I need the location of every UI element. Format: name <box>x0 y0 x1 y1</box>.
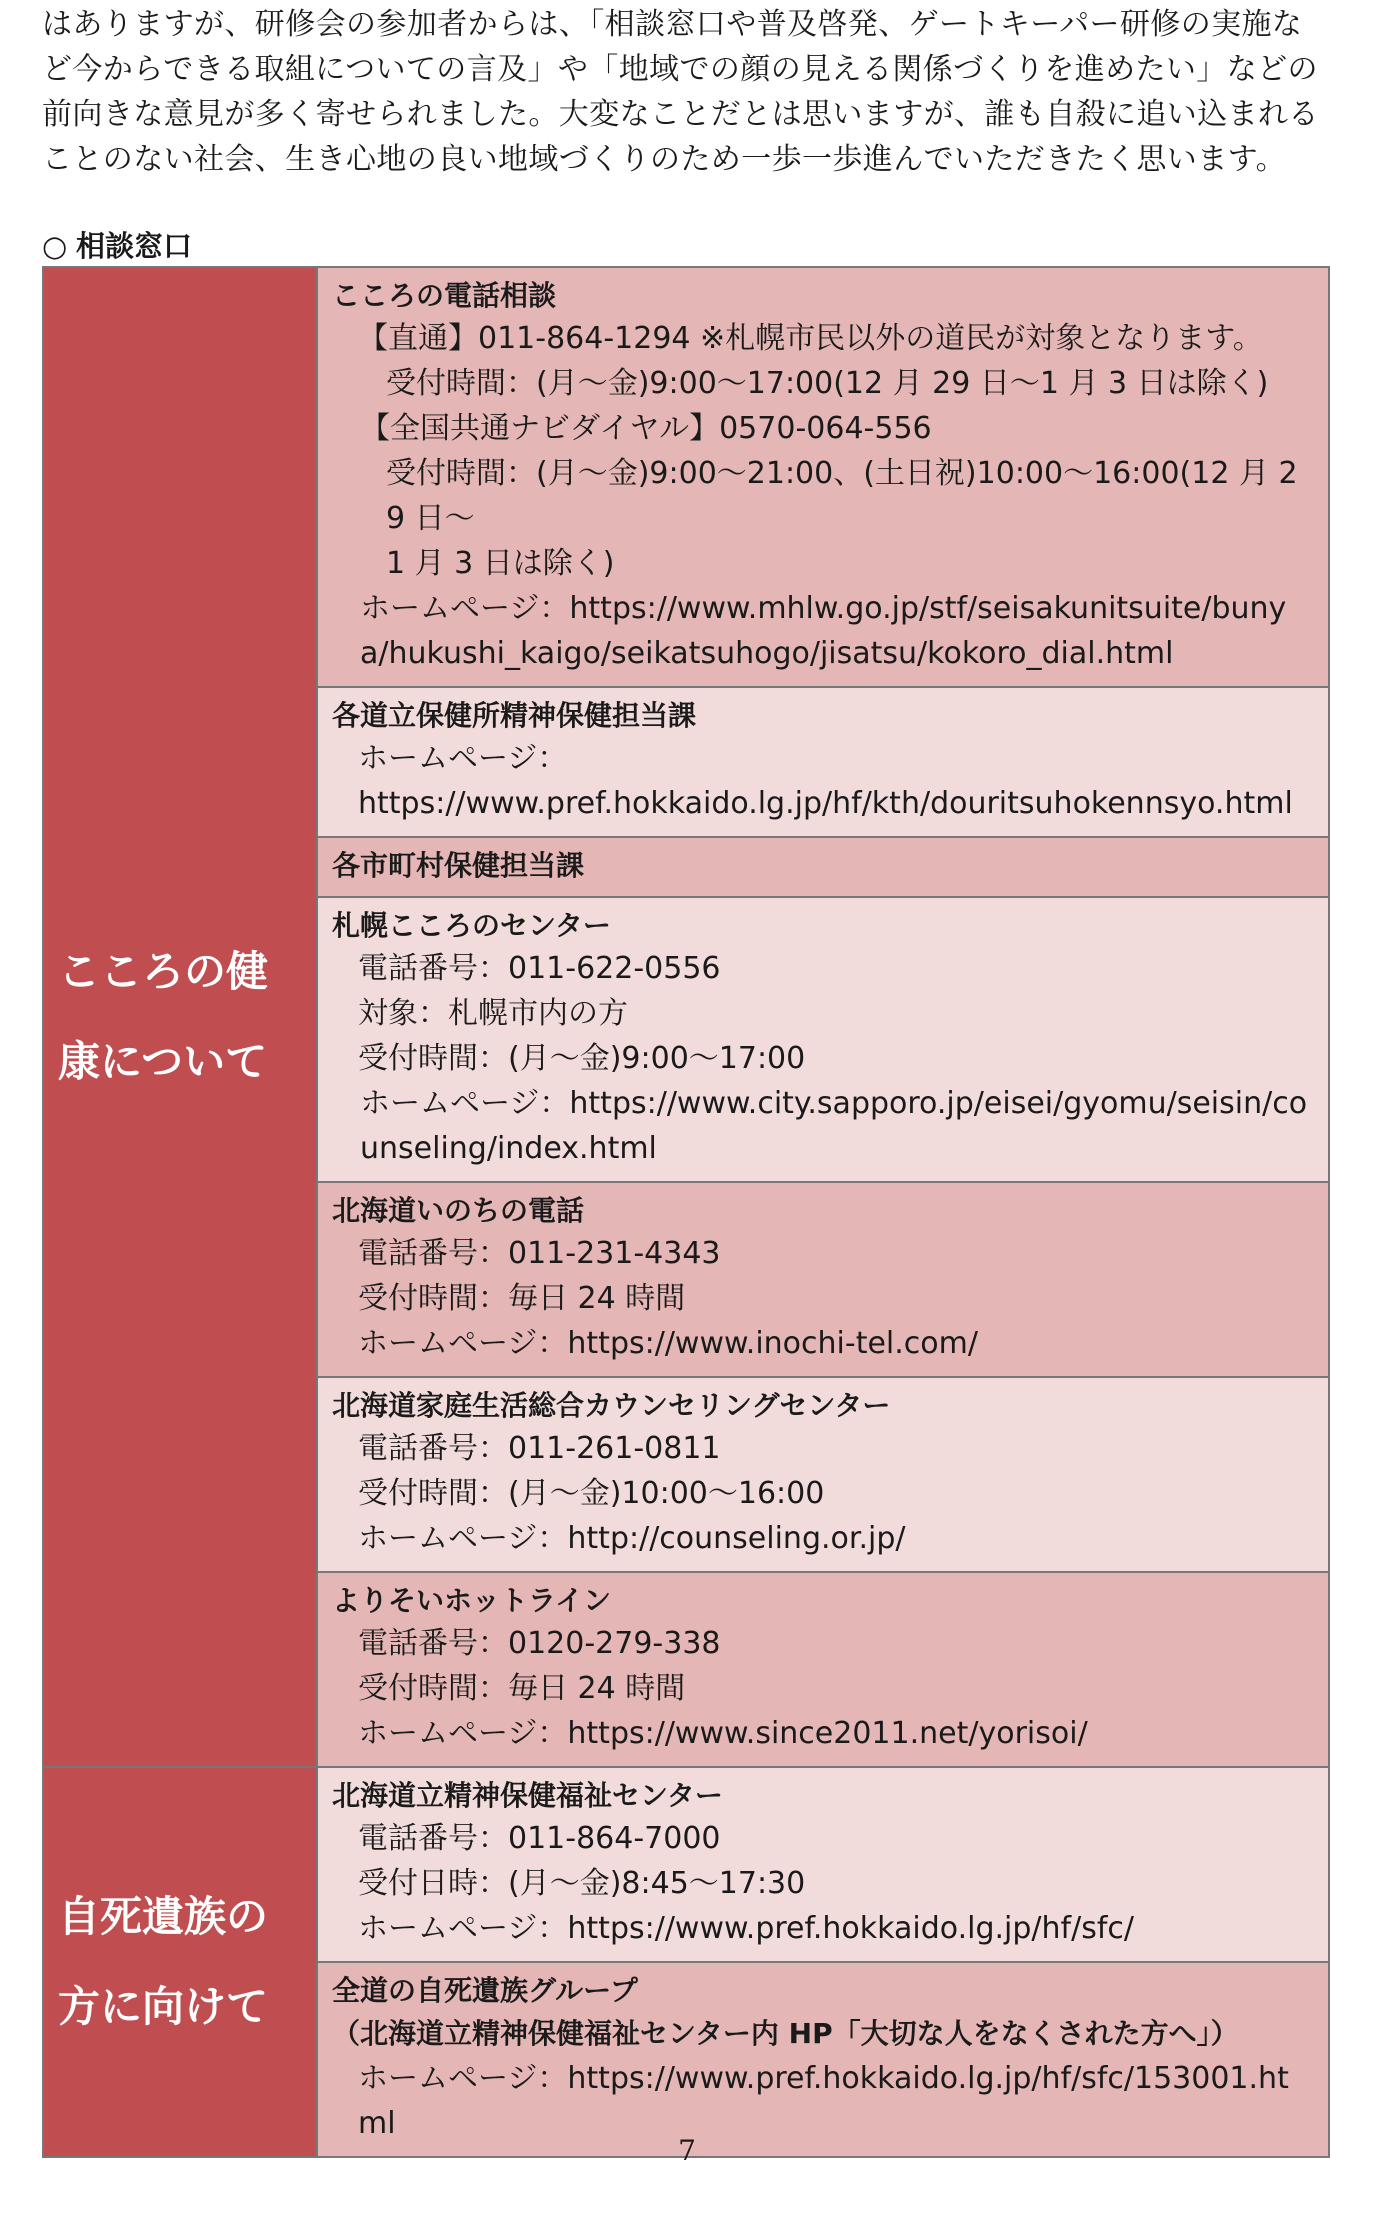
homepage-link[interactable]: ホームページ：http://counseling.or.jp/ <box>358 1521 906 1556</box>
entry-line: 受付時間：毎日 24 時間 <box>358 1671 686 1706</box>
entry-line: 受付時間：(月～金)9:00～21:00、(土日祝)10:00～16:00(12 月 29 日～ <box>386 456 1298 536</box>
entry-inochi-phone <box>317 1182 1329 1377</box>
entry-title: 全道の自死遺族グループ <box>332 1974 638 2007</box>
entry-sapporo-kokoro <box>317 897 1329 1182</box>
entry-line: 受付時間：(月～金)9:00～17:00(12 月 29 日～1 月 3 日は除く) <box>386 366 1269 401</box>
table-row <box>43 1767 1329 1962</box>
entry-line: 電話番号：011-622-0556 <box>358 951 721 986</box>
consultation-table <box>42 266 1330 2158</box>
intro-line: ことのない社会、生き心地の良い地域づくりのため一歩一歩進んでいただきたく思います。 <box>42 142 1286 177</box>
entry-line: 受付日時：(月～金)8:45～17:30 <box>358 1866 806 1901</box>
entry-line: 対象：札幌市内の方 <box>358 996 628 1031</box>
intro-line: はありますが、研修会の参加者からは、「相談窓口や普及啓発、ゲートキーパー研修の実施な <box>42 7 1303 42</box>
entry-line: 電話番号：0120-279-338 <box>358 1626 721 1661</box>
entry-line: （北海道立精神保健福祉センター内 HP「大切な人をなくされた方へ」） <box>332 2017 1239 2050</box>
homepage-link[interactable]: ホームページ：https://www.pref.hokkaido.lg.jp/hf/sfc/153001.html <box>358 2061 1289 2141</box>
entry-line: 電話番号：011-864-7000 <box>358 1821 721 1856</box>
entry-title: 各市町村保健担当課 <box>332 849 585 882</box>
page-number: 7 <box>678 2134 696 2167</box>
entry-yorisoi-hotline <box>317 1572 1329 1767</box>
entry-municipal <box>317 837 1329 897</box>
category-label: こころの健 <box>58 947 269 996</box>
entry-title: 北海道家庭生活総合カウンセリングセンター <box>332 1389 891 1422</box>
homepage-link[interactable]: ホームページ：https://www.pref.hokkaido.lg.jp/hf/sfc/ <box>358 1911 1135 1946</box>
category-label: 康について <box>58 1037 268 1086</box>
homepage-link[interactable]: https://www.pref.hokkaido.lg.jp/hf/kth/douritsuhokennsyo.html <box>358 786 1293 821</box>
circle-bullet-icon: ○ <box>42 229 68 263</box>
entry-line: 1 月 3 日は除く) <box>386 546 615 581</box>
category-mental-health <box>43 267 317 1767</box>
entry-line: 受付時間：(月～金)9:00～17:00 <box>358 1041 806 1076</box>
category-label: 方に向けて <box>58 1982 269 2031</box>
section-heading <box>42 226 192 266</box>
entry-title: 各道立保健所精神保健担当課 <box>332 699 697 732</box>
entry-bereaved-groups <box>317 1962 1329 2157</box>
entry-line: ホームページ： <box>358 741 568 776</box>
entry-line: 受付時間：毎日 24 時間 <box>358 1281 686 1316</box>
homepage-link[interactable]: ホームページ：https://www.city.sapporo.jp/eisei/gyomu/seisin/counseling/index.html <box>360 1086 1308 1166</box>
entry-line: 【全国共通ナビダイヤル】0570-064-556 <box>360 411 932 446</box>
entry-counseling-center <box>317 1377 1329 1572</box>
entry-line: 電話番号：011-231-4343 <box>358 1236 721 1271</box>
entry-health-center <box>317 687 1329 837</box>
intro-line: ど今からできる取組についての言及」や「地域での顔の見える関係づくりを進めたい」などの <box>42 52 1318 87</box>
entry-title: 北海道立精神保健福祉センター <box>332 1779 723 1812</box>
section-title: 相談窓口 <box>76 229 193 263</box>
intro-line: 前向きな意見が多く寄せられました。大変なことだとは思いますが、誰も自殺に追い込まれる <box>42 97 1319 132</box>
entry-mental-welfare-center <box>317 1767 1329 1962</box>
category-label: 自死遺族の <box>58 1892 269 1941</box>
homepage-link[interactable]: ホームページ：https://www.since2011.net/yorisoi/ <box>358 1716 1088 1751</box>
entry-title: よりそいホットライン <box>332 1584 612 1617</box>
entry-title: 北海道いのちの電話 <box>332 1194 585 1227</box>
entry-title: こころの電話相談 <box>332 279 557 312</box>
homepage-link[interactable]: ホームページ：https://www.inochi-tel.com/ <box>358 1326 978 1361</box>
intro-paragraph <box>42 2 1342 182</box>
homepage-link[interactable]: ホームページ：https://www.mhlw.go.jp/stf/seisakunitsuite/bunya/hukushi_kaigo/seikatsuhogo/jisatsu/kokoro_dial.html <box>360 591 1287 671</box>
entry-line: 【直通】011-864-1294 ※札幌市民以外の道民が対象となります。 <box>358 321 1263 356</box>
entry-kokoro-phone <box>317 267 1329 687</box>
category-bereaved <box>43 1767 317 2157</box>
table-row <box>43 267 1329 687</box>
entry-title: 札幌こころのセンター <box>332 909 611 942</box>
entry-line: 電話番号：011-261-0811 <box>358 1431 721 1466</box>
entry-line: 受付時間：(月～金)10:00～16:00 <box>358 1476 825 1511</box>
